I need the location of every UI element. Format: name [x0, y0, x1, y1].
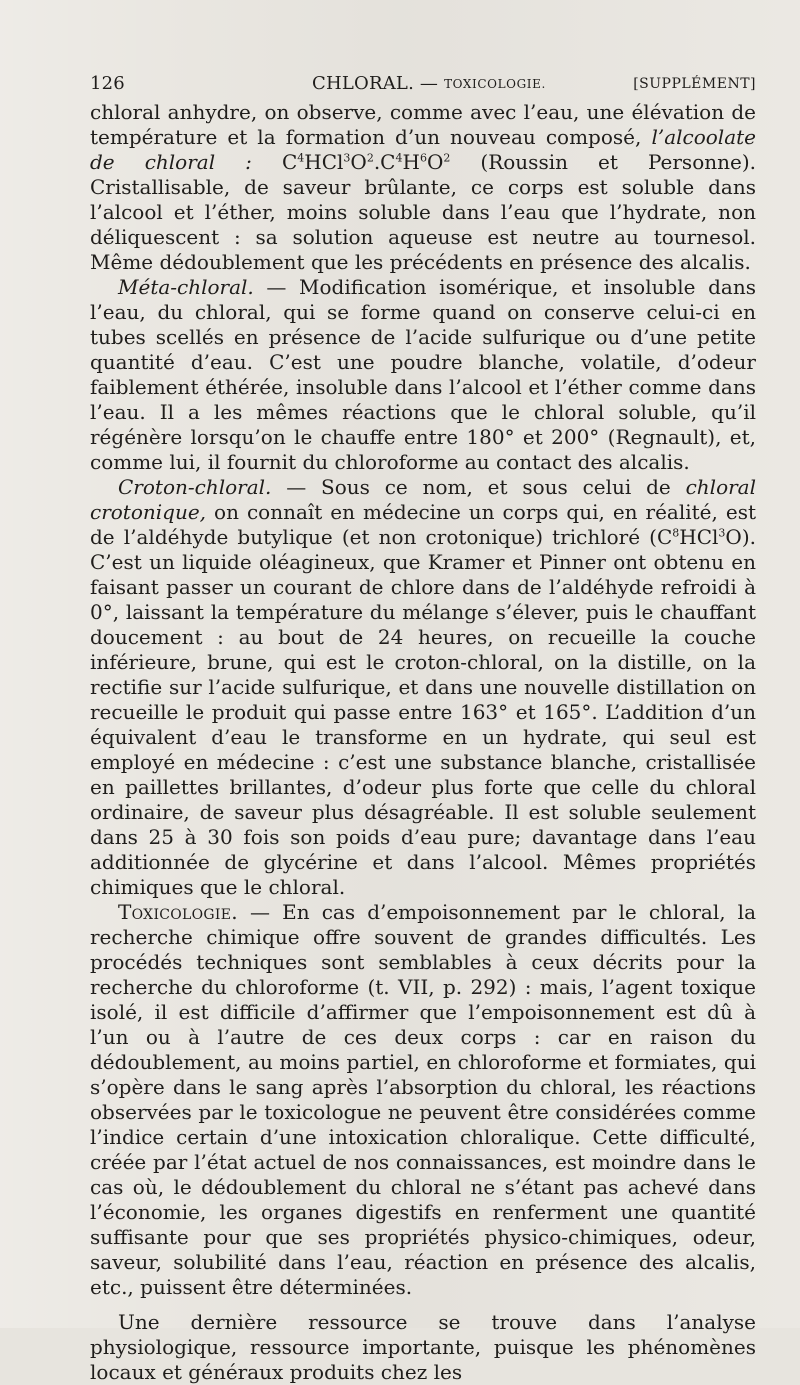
running-title-secondary: TOXICOLOGIE.	[444, 77, 546, 91]
formula-part: O	[350, 150, 367, 174]
croton-chloral-term: Croton-chloral.	[118, 475, 272, 499]
paragraph-gap	[90, 1300, 756, 1310]
meta-chloral-text: — Modification isomérique, et insoluble dans l’eau, du chloral, qui se forme quand on conserve celui-ci en tubes scellés en présence de l’acide sulfurique ou d’une petite quantité d’eau. C’est une poudre blanche, volatile, d’odeur faiblement éthérée, insoluble dans l’alcool et l’éther comme dans l’eau. Il a les mêmes réactions que le chloral soluble, qu’il régénère lorsqu’on le chauffe entre 180° et 200° (Regnault), et, comme lui, il fournit du chloroforme au contact des alcalis.	[90, 275, 756, 474]
formula-part: C	[281, 150, 298, 174]
paragraph-toxicologie	[90, 900, 756, 1300]
running-title	[312, 70, 546, 98]
croton-formula-part: O	[725, 525, 742, 549]
running-title-main: CHLORAL. —	[312, 73, 439, 94]
page-header	[90, 70, 756, 98]
toxicologie-text: — En cas d’empoisonnement par le chloral, la recherche chimique offre souvent de grandes difficultés. Les procédés techniques sont semblables à ceux décrits pour la recherche du chloroforme (t. VII, p. 292) : mais, l’agent toxique isolé, il est difficile d’affirmer que l’empoisonnement est dû à l’un ou à l’autre de ces deux corps : car en raison du dédoublement, au moins partiel, en chloroforme et formiates, qui s’opère dans le sang après l’absorption du chloral, les réactions observées par le toxicologue ne peuvent être considérées comme l’indice certain d’une intoxication chloralique. Cette difficulté, créée par l’état actuel de nos connaissances, est moindre dans le cas où, le dédoublement du chloral ne s’étant pas achevé dans l’économie, les organes digestifs en renferment une quantité suffisante pour que ses propriétés physico-chimiques, odeur, saveur, solubilité dans l’eau, réaction en présence des alcalis, etc., puissent être déterminées.	[90, 900, 756, 1299]
formula-superscript: 2	[366, 151, 374, 165]
body-text	[90, 100, 756, 1385]
croton-formula-superscript: 8	[672, 526, 680, 540]
croton-chloral-text-1: — Sous ce nom, et sous celui de	[271, 475, 686, 499]
alcoolate-formula	[282, 150, 450, 174]
paragraph-meta-chloral	[90, 275, 756, 475]
paragraph-intro-text-a: chloral anhydre, on observe, comme avec l’eau, une élévation de température et la formation d’un nouveau composé,	[90, 100, 756, 149]
formula-superscript: 2	[443, 151, 451, 165]
paragraph-intro	[90, 100, 756, 275]
formula-superscript: 6	[419, 151, 427, 165]
chloral-crotonique-term: chloral crotonique,	[90, 475, 756, 524]
toxicologie-heading: Toxicologie.	[118, 900, 238, 924]
paragraph-final	[90, 1310, 756, 1385]
paragraph-intro-italic: l’alcoolate de chloral :	[90, 125, 756, 174]
meta-chloral-term: Méta-chloral.	[118, 275, 254, 299]
croton-formula-superscript: 3	[718, 526, 726, 540]
formula-superscript: 4	[395, 151, 403, 165]
croton-chloral-text-3: ). C’est un liquide oléagineux, que Kramer et Pinner ont obtenu en faisant passer un courant de chlore dans de l’aldéhyde refroidi à 0°, laissant la température du mélange s’élever, puis le chauffant doucement : au bout de 24 heures, on recueille la couche inférieure, brune, qui est le croton-chloral, on la distille, on la rectifie sur l’acide sulfurique, et dans une nouvelle distillation on recueille le produit qui passe entre 163° et 165°. L’addition d’un équivalent d’eau le transforme en un hydrate, qui seul est employé en médecine : c’est une substance blanche, cristallisée en paillettes brillantes, d’odeur plus forte que celle du chloral ordinaire, de saveur plus désagréable. Il est soluble seulement dans 25 à 30 fois son poids d’eau pure; davantage dans l’eau additionnée de glycérine et dans l’alcool. Mêmes propriétés chimiques que le chloral.	[90, 525, 756, 899]
formula-superscript: 3	[343, 151, 351, 165]
formula-part: .C	[373, 150, 396, 174]
paragraph-croton-chloral	[90, 475, 756, 900]
final-paragraph-text: Une dernière ressource se trouve dans l’analyse physiologique, ressource importante, puisque les phénomènes locaux et généraux produits chez les	[90, 1310, 756, 1384]
page-number: 126	[90, 73, 125, 94]
formula-part: H	[402, 150, 420, 174]
supplement-label: [SUPPLÉMENT]	[633, 76, 756, 92]
formula-part: O	[426, 150, 444, 174]
formula-part: HCl	[304, 150, 344, 174]
croton-formula-part: HCl	[679, 525, 719, 549]
croton-chloral-text-2: on connaît en médecine un corps qui, en réalité, est de l’aldéhyde butylique (et non crotonique) trichloré (C	[90, 500, 756, 549]
paragraph-intro-text-b: (Roussin et Personne). Cristallisable, de saveur brûlante, ce corps est soluble dans l’alcool et l’éther, moins soluble dans l’eau que l’hydrate, non déliquescent : sa solution aqueuse est neutre au tournesol. Même dédoublement que les précédents en présence des alcalis.	[90, 150, 756, 274]
formula-superscript: 4	[297, 151, 305, 165]
